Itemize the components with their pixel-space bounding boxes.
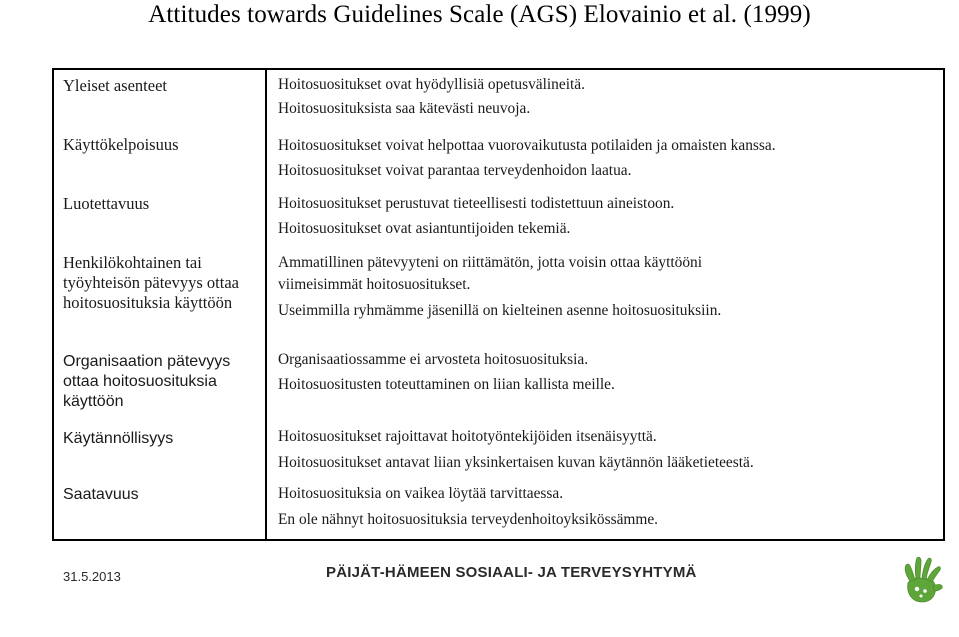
- footer-date: 31.5.2013: [63, 569, 121, 584]
- category-availability: Saatavuus: [63, 486, 139, 503]
- slide-title: Attitudes towards Guidelines Scale (AGS) Elovainio et al. (1999): [148, 1, 811, 28]
- statement-usability-2: Hoitosuositukset voivat parantaa terveydenhoidon laatua.: [278, 162, 632, 179]
- footer-organization: PÄIJÄT-HÄMEEN SOSIAALI- JA TERVEYSYHTYMÄ: [326, 564, 697, 581]
- statement-general-1: Hoitosuositukset ovat hyödyllisiä opetusvälineitä.: [278, 76, 585, 93]
- statement-organisation-2: Hoitosuositusten toteuttaminen on liian kallista meille.: [278, 376, 615, 393]
- statement-practicality-1: Hoitosuositukset rajoittavat hoitotyöntekijöiden itsenäisyyttä.: [278, 428, 657, 445]
- category-personal-competence: Henkilökohtainen tai työyhteisön pätevyys ottaa hoitosuosituksia käyttöön: [63, 253, 239, 312]
- hand-print-logo-icon: [898, 553, 944, 605]
- column-divider: [265, 68, 267, 541]
- category-usability: Käyttökelpoisuus: [63, 135, 179, 154]
- statement-personal-1-cont: viimeisimmät hoitosuositukset.: [278, 276, 471, 293]
- statement-availability-2: En ole nähnyt hoitosuosituksia terveydenhoitoyksikössämme.: [278, 511, 659, 528]
- statement-personal-2: Useimmilla ryhmämme jäsenillä on kielteinen asenne hoitosuosituksiin.: [278, 302, 722, 319]
- category-reliability: Luotettavuus: [63, 194, 150, 213]
- category-practicality: Käytännöllisyys: [63, 430, 174, 447]
- statement-general-2: Hoitosuosituksista saa kätevästi neuvoja.: [278, 100, 531, 117]
- statement-usability-1: Hoitosuositukset voivat helpottaa vuorovaikutusta potilaiden ja omaisten kanssa.: [278, 137, 776, 154]
- statement-reliability-1: Hoitosuositukset perustuvat tieteellisesti todistettuun aineistoon.: [278, 195, 675, 212]
- category-organisation-competence: Organisaation pätevyys ottaa hoitosuosituksia käyttöön: [63, 353, 231, 410]
- statement-reliability-2: Hoitosuositukset ovat asiantuntijoiden tekemiä.: [278, 220, 571, 237]
- category-general-attitudes: Yleiset asenteet: [63, 76, 167, 95]
- statement-personal-1: Ammatillinen pätevyyteni on riittämätön, jotta voisin ottaa käyttööni: [278, 254, 703, 271]
- statement-availability-1: Hoitosuosituksia on vaikea löytää tarvittaessa.: [278, 485, 564, 502]
- statement-practicality-2: Hoitosuositukset antavat liian yksinkertaisen kuvan käytännön lääketieteestä.: [278, 454, 754, 471]
- statement-organisation-1: Organisaatiossamme ei arvosteta hoitosuosituksia.: [278, 351, 589, 368]
